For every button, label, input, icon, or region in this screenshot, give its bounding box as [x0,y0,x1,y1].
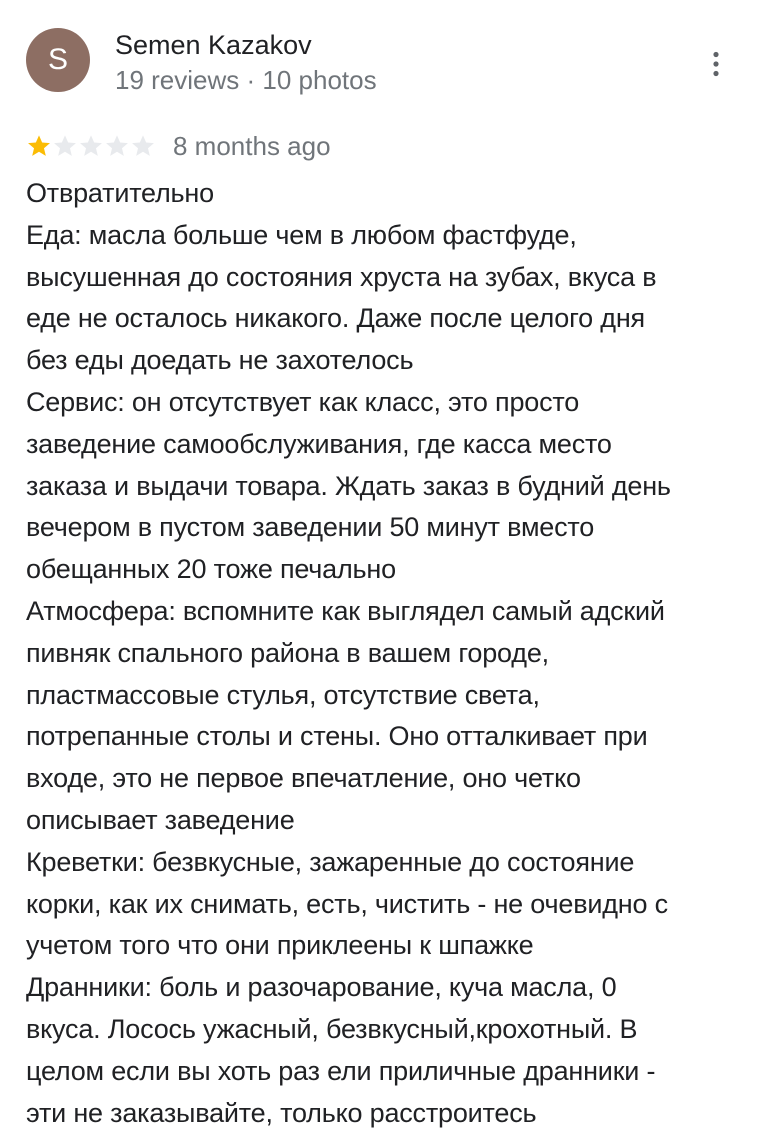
review-line: обещанных 20 тоже печально [26,554,396,585]
review-line: входе, это не первое впечатление, оно четко [26,763,581,794]
review-line: заведение самообслуживания, где касса место [26,428,612,459]
review-line: целом если вы хоть раз ели приличные дранники - [26,1055,656,1086]
star-empty-icon [78,133,104,159]
review-line: заказа и выдачи товара. Ждать заказ в будний день [26,470,671,501]
star-empty-icon [130,133,156,159]
review-line: учетом того что они приклеены к шпажке [26,930,534,961]
review-line: Отвратительно [26,178,214,208]
avatar[interactable] [26,28,90,92]
review-line: вкуса. Лосось ужасный, безвкусный,крохотный. В [26,1013,638,1044]
more-vert-icon [712,51,720,77]
star-filled-icon [26,133,52,159]
review-line: описывает заведение [26,804,295,835]
review-time: 8 months ago [173,130,331,161]
review-line: Еда: масла больше чем в любом фастфуде, [26,219,577,250]
review-line: корки, как их снимать, есть, чистить - не очевидно с [26,888,668,919]
more-options-button[interactable] [696,44,736,84]
star-empty-icon [52,133,78,159]
star-empty-icon [104,133,130,159]
review-line: пластмассовые стулья, отсутствие света, [26,679,540,710]
review-line: еде не осталось никакого. Даже после целого дня [26,303,645,334]
review-text [26,173,746,1134]
avatar-initial: S [47,43,68,76]
review-line: высушенная до состояния хруста на зубах, вкуса в [26,261,657,292]
review-line: вечером в пустом заведении 50 минут вместо [26,512,595,543]
author-name[interactable]: Semen Kazakov [115,30,312,60]
rating-row [26,128,331,164]
review-line: Креветки: безвкусные, зажаренные до состояние [26,846,635,877]
review-line: Сервис: он отсутствует как класс, это просто [26,386,580,417]
review-line: эти не заказывайте, только расстроитесь [26,1097,537,1128]
review-line: потрепанные столы и стены. Оно отталкивает при [26,721,648,752]
review-line: без еды доедать не захотелось [26,345,414,376]
author-meta: 19 reviews · 10 photos [115,65,377,95]
star-rating [26,133,156,159]
review-line: Атмосфера: вспомните как выглядел самый адский [26,595,665,626]
review-line: Дранники: боль и разочарование, куча масла, 0 [26,972,617,1003]
review-line: пивняк спального района в вашем городе, [26,637,549,668]
